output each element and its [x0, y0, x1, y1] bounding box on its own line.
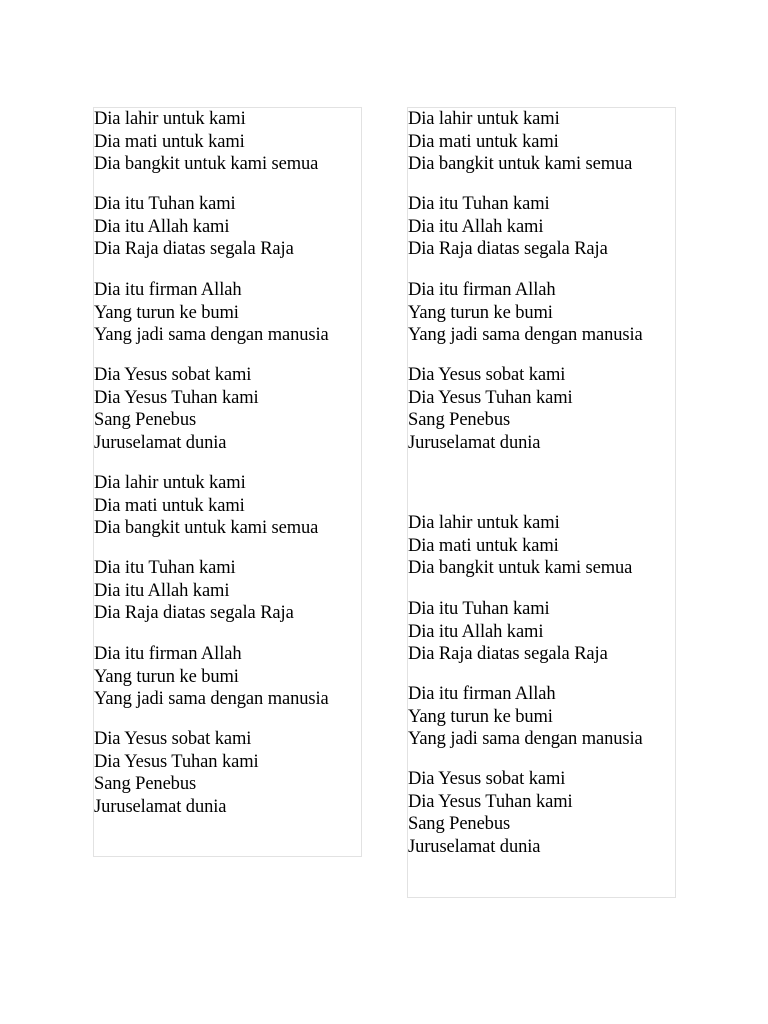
lyric-line: Sang Penebus: [94, 410, 197, 430]
stanza-8: [94, 728, 259, 818]
lyric-line: Dia Raja diatas segala Raja: [408, 644, 608, 664]
stanza-2: [94, 193, 294, 261]
stanza-4: [94, 364, 259, 454]
stanza-5: [94, 472, 318, 540]
stanza-6: [94, 557, 294, 625]
lyric-line: Sang Penebus: [94, 774, 197, 794]
lyric-line: Dia Yesus sobat kami: [94, 365, 252, 385]
lyric-line: Dia Yesus Tuhan kami: [408, 791, 573, 812]
lyric-line: Juruselamat dunia: [94, 796, 227, 817]
lyric-line: Dia Yesus Tuhan kami: [94, 751, 259, 772]
lyrics-column-left: [93, 107, 362, 857]
lyric-line: Dia mati untuk kami: [408, 131, 559, 152]
lyric-line: Dia lahir untuk kami: [94, 109, 246, 129]
lyric-line: Dia Raja diatas segala Raja: [94, 239, 294, 259]
lyric-line: Dia itu firman Allah: [94, 280, 242, 300]
lyric-line: Dia Yesus Tuhan kami: [94, 387, 259, 408]
lyric-line: Yang turun ke bumi: [408, 302, 553, 323]
stanza-2: [408, 193, 608, 261]
lyric-line: Dia lahir untuk kami: [94, 473, 246, 493]
lyric-line: Dia lahir untuk kami: [408, 109, 560, 129]
lyric-line: Yang jadi sama dengan manusia: [94, 689, 329, 709]
lyric-line: Juruselamat dunia: [408, 836, 541, 857]
stanza-4: [408, 364, 573, 454]
stanza-1: [94, 108, 318, 176]
lyric-line: Dia Yesus sobat kami: [408, 769, 566, 789]
lyric-line: Dia mati untuk kami: [94, 131, 245, 152]
lyric-line: Sang Penebus: [408, 814, 511, 834]
lyric-line: Juruselamat dunia: [408, 432, 541, 453]
stanza-3: [94, 279, 329, 347]
stanza-7: [408, 683, 643, 751]
stanza-3: [408, 279, 643, 347]
lyric-line: Dia itu firman Allah: [94, 644, 242, 664]
lyric-line: Dia lahir untuk kami: [408, 513, 560, 533]
lyric-line: Dia Yesus sobat kami: [408, 365, 566, 385]
lyric-line: Dia bangkit untuk kami semua: [408, 558, 633, 578]
lyric-line: Sang Penebus: [408, 410, 511, 430]
lyric-line: Dia itu Tuhan kami: [408, 599, 550, 619]
lyric-line: Dia mati untuk kami: [408, 535, 559, 556]
stanza-6: [408, 598, 608, 666]
lyric-line: Juruselamat dunia: [94, 432, 227, 453]
lyric-line: Dia bangkit untuk kami semua: [408, 154, 633, 174]
lyric-line: Yang jadi sama dengan manusia: [408, 325, 643, 345]
lyric-line: Dia itu Tuhan kami: [94, 194, 236, 214]
lyric-line: Dia itu Allah kami: [408, 621, 544, 642]
lyric-line: Dia itu Allah kami: [94, 580, 230, 601]
lyric-line: Dia mati untuk kami: [94, 495, 245, 516]
lyric-line: Yang turun ke bumi: [94, 302, 239, 323]
lyric-line: Dia Yesus Tuhan kami: [408, 387, 573, 408]
lyric-line: Dia Yesus sobat kami: [94, 729, 252, 749]
lyric-line: Dia itu Allah kami: [408, 216, 544, 237]
lyric-line: Dia bangkit untuk kami semua: [94, 518, 319, 538]
stanza-8: [408, 768, 573, 858]
stanza-1: [408, 108, 632, 176]
lyric-line: Yang jadi sama dengan manusia: [94, 325, 329, 345]
lyric-line: Dia Raja diatas segala Raja: [94, 603, 294, 623]
lyric-line: Dia itu firman Allah: [408, 684, 556, 704]
lyric-line: Dia Raja diatas segala Raja: [408, 239, 608, 259]
lyrics-column-right: [407, 107, 676, 898]
lyric-line: Dia itu firman Allah: [408, 280, 556, 300]
lyric-line: Yang turun ke bumi: [94, 666, 239, 687]
lyric-line: Dia itu Allah kami: [94, 216, 230, 237]
stanza-5: [408, 512, 632, 580]
lyric-line: Yang turun ke bumi: [408, 706, 553, 727]
lyric-line: Dia bangkit untuk kami semua: [94, 154, 319, 174]
lyric-line: Dia itu Tuhan kami: [408, 194, 550, 214]
stanza-7: [94, 643, 329, 711]
lyric-line: Yang jadi sama dengan manusia: [408, 729, 643, 749]
lyric-line: Dia itu Tuhan kami: [94, 558, 236, 578]
